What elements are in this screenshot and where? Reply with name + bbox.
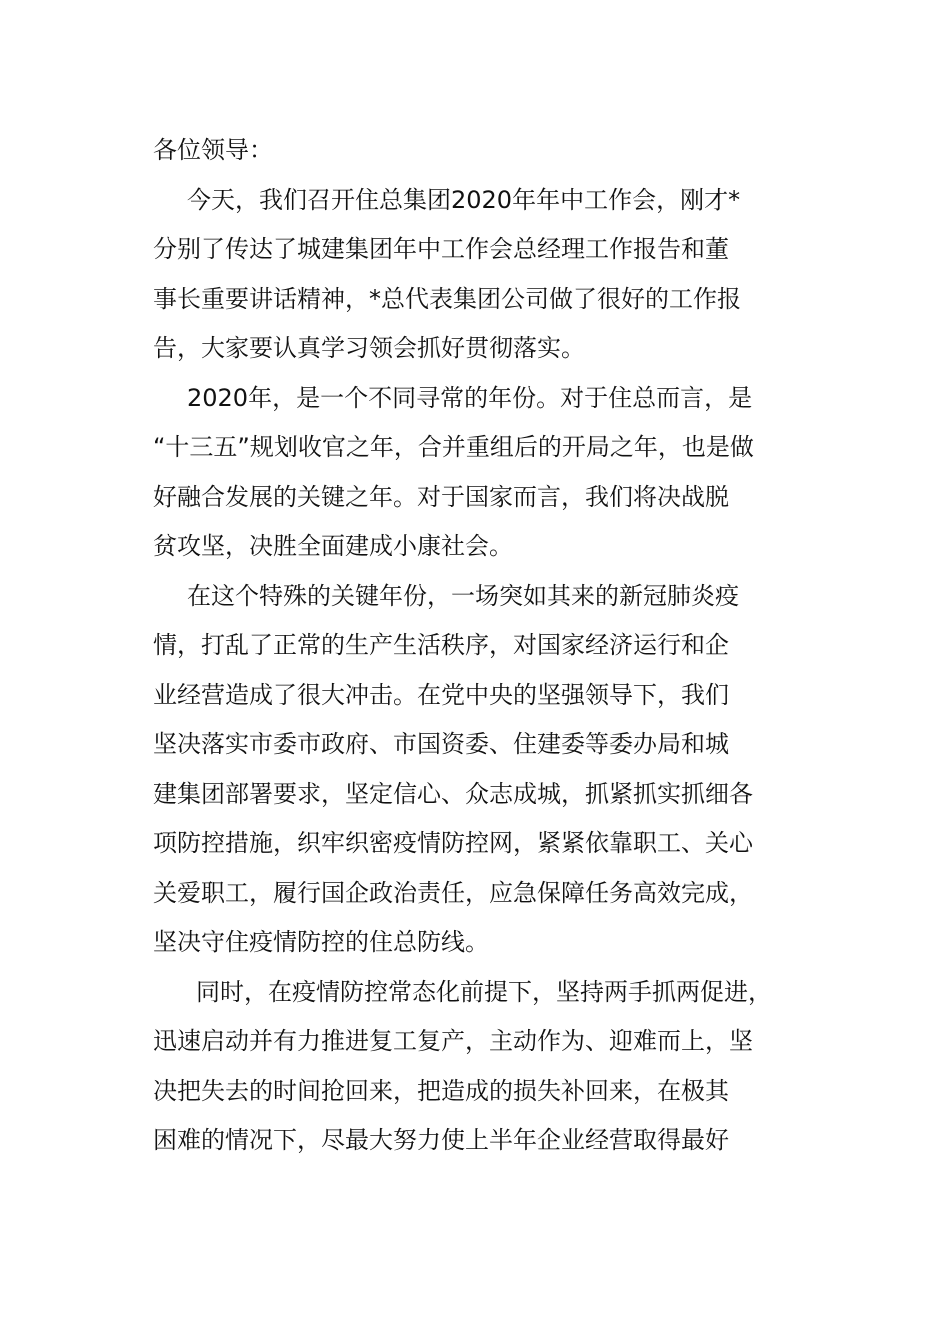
paragraph-1-line-2: 分别了传达了城建集团年中工作会总经理工作报告和董: [153, 235, 729, 263]
paragraph-2-line-4: 贫攻坚，决胜全面建成小康社会。: [153, 532, 513, 560]
paragraph-2-line-3: 好融合发展的关键之年。对于国家而言，我们将决战脱: [153, 482, 729, 511]
salutation: 各位领导：: [153, 136, 273, 164]
paragraph-3-line-8: 坚决守住疫情防控的住总防线。: [153, 928, 489, 956]
paragraph-3-line-5: 建集团部署要求，坚定信心、众志成城，抓紧抓实抓细各: [153, 779, 753, 808]
paragraph-1-line-4: 告，大家要认真学习领会抓好贯彻落实。: [153, 334, 585, 362]
paragraph-1-line-1: 今天，我们召开住总集团2020年年中工作会，刚才*: [187, 185, 741, 214]
paragraph-3-line-6: 项防控措施，织牢织密疫情防控网，紧紧依靠职工、关心: [153, 829, 753, 857]
document-body: [153, 126, 803, 1166]
paragraph-3-line-4: 坚决落实市委市政府、市国资委、住建委等委办局和城: [153, 730, 729, 758]
paragraph-4-line-3: 决把失去的时间抢回来，把造成的损失补回来，在极其: [153, 1076, 729, 1105]
paragraph-3-line-2: 情，打乱了正常的生产生活秩序，对国家经济运行和企: [153, 631, 729, 659]
paragraph-1-line-3: 事长重要讲话精神，*总代表集团公司做了很好的工作报: [153, 284, 741, 313]
paragraph-3-line-7: 关爱职工，履行国企政治责任，应急保障任务高效完成，: [153, 878, 753, 907]
paragraph-3-line-1: 在这个特殊的关键年份，一场突如其来的新冠肺炎疫: [187, 581, 739, 610]
paragraph-4-line-4: 困难的情况下，尽最大努力使上半年企业经营取得最好: [153, 1126, 729, 1154]
paragraph-4-line-1: 同时，在疫情防控常态化前提下，坚持两手抓两促进，: [196, 977, 772, 1006]
paragraph-4-line-2: 迅速启动并有力推进复工复产，主动作为、迎难而上，坚: [153, 1027, 753, 1055]
paragraph-2-line-2: “十三五”规划收官之年，合并重组后的开局之年，也是做: [153, 433, 754, 461]
paragraph-3-line-3: 业经营造成了很大冲击。在党中央的坚强领导下，我们: [153, 680, 729, 709]
paragraph-2-line-1: 2020年，是一个不同寻常的年份。对于住总而言，是: [187, 383, 753, 412]
